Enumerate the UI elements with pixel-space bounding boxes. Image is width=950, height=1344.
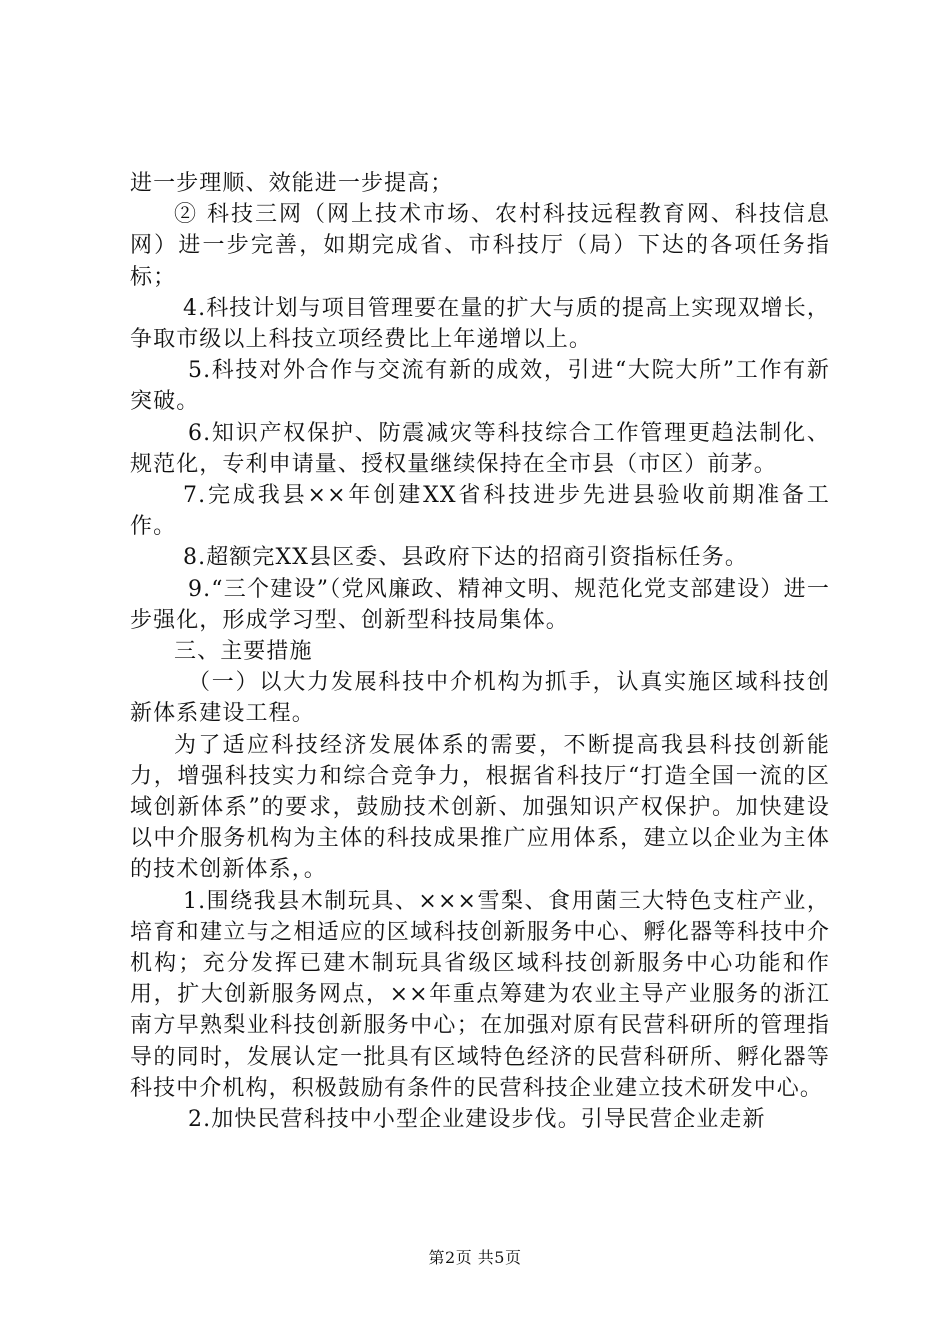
page-footer: 第2页 共5页 <box>428 1248 522 1267</box>
paragraph-4: 6.知识产权保护、防震减灾等科技综合工作管理更趋法制化、规范化，专利申请量、授权量继续保持在全市县（市区）前茅。 <box>130 420 830 477</box>
paragraph-1: ② 科技三网（网上技术市场、农村科技远程教育网、科技信息网）进一步完善，如期完成省、市科技厅（局）下达的各项任务指标； <box>130 202 830 290</box>
paragraph-11: 1.围绕我县木制玩具、×××雪梨、食用菌三大特色支柱产业，培育和建立与之相适应的区域科技创新服务中心、孵化器等科技中介机构；充分发挥已建木制玩具省级区域科技创新服务中心功能和作用，扩大创新服务网点，××年重点筹建为农业主导产业服务的浙江南方早熟梨业科技创新服务中心；在加强对原有民营科研所的管理指导的同时，发展认定一批具有区域特色经济的民营科研所、孵化器等科技中介机构，积极鼓励有条件的民营科技企业建立技术研发中心。 <box>130 888 830 1101</box>
paragraph-6: 8.超额完XX县区委、县政府下达的招商引资指标任务。 <box>183 545 748 571</box>
paragraph-2: 4.科技计划与项目管理要在量的扩大与质的提高上实现双增长，争取市级以上科技立项经费比上年递增以上。 <box>130 295 830 353</box>
paragraph-5: 7.完成我县××年创建XX省科技进步先进县验收前期准备工作。 <box>130 483 830 540</box>
subsection-heading: （一）以大力发展科技中介机构为抓手，认真实施区域科技创新体系建设工程。 <box>130 670 830 727</box>
paragraph-7: 9.“三个建设”（党风廉政、精神文明、规范化党支部建设）进一步强化，形成学习型、创新型科技局集体。 <box>130 576 830 633</box>
paragraph-0: 进一步理顺、效能进一步提高； <box>130 171 454 196</box>
document-body <box>130 168 830 1135</box>
paragraph-12: 2.加快民营科技中小型企业建设步伐。引导民营企业走新 <box>188 1107 766 1133</box>
section-heading: 三、主要措施 <box>174 639 313 665</box>
paragraph-3: 5.科技对外合作与交流有新的成效，引进“大院大所”工作有新突破。 <box>130 358 830 415</box>
paragraph-10: 为了适应科技经济发展体系的需要，不断提高我县科技创新能力，增强科技实力和综合竞争力，根据省科技厅“打造全国一流的区域创新体系”的要求，鼓励技术创新、加强知识产权保护。加快建设以中介服务机构为主体的科技成果推广应用体系，建立以企业为主体的技术创新体系，。 <box>130 732 830 883</box>
